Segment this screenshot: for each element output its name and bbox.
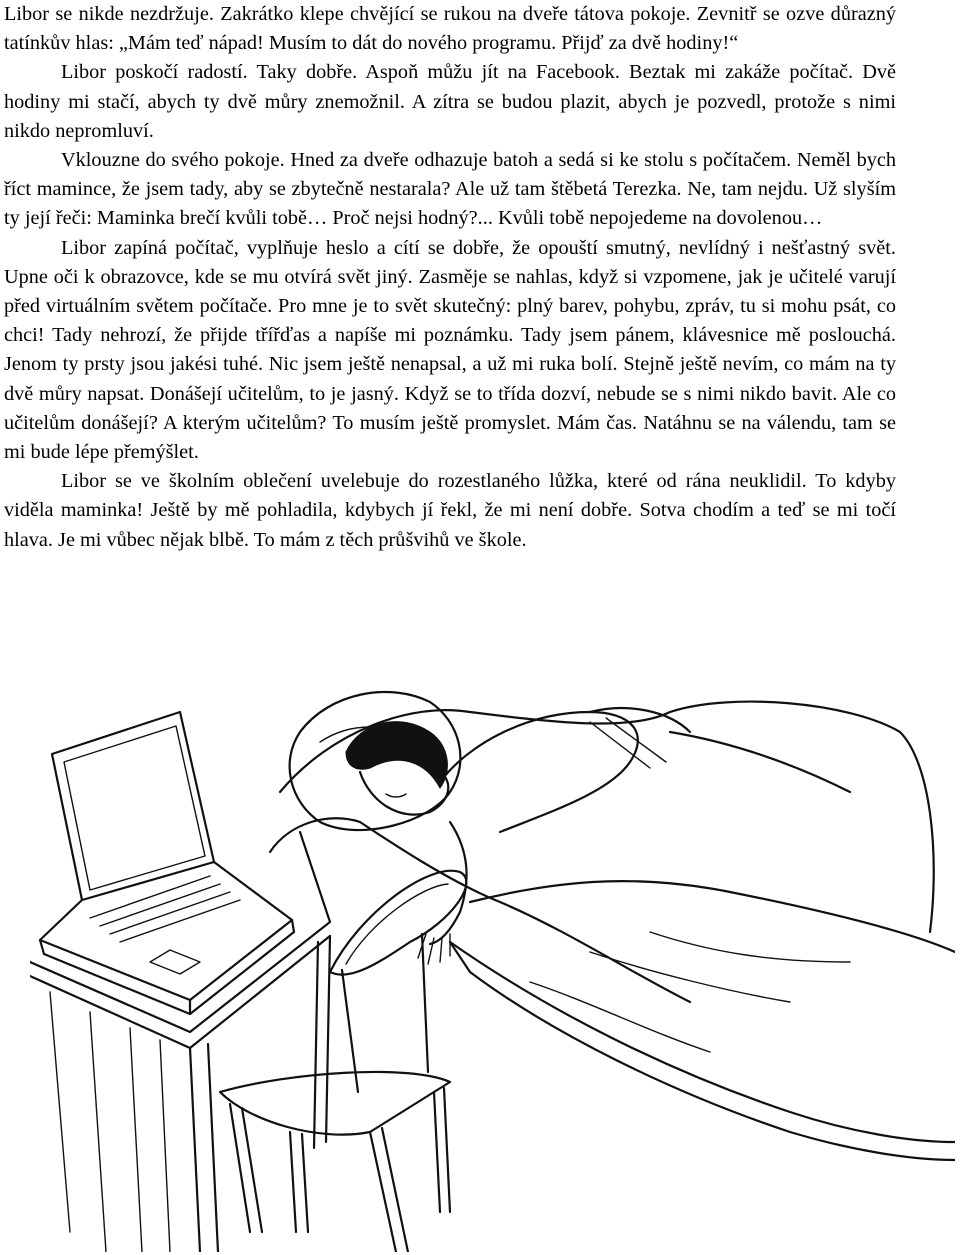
chair-drawing (220, 871, 466, 1252)
paragraph: Libor se ve školním oblečení uvelebuje do rozestlaného lůžka, které od rána neuklidil. To kdyby viděla maminka! Ještě by mě pohladila, kdybych jí řekl, že mi není dobře. Sotva chodím a teď se mi točí hlava. Je mi vůbec nějak blbě. To mám z těch průšvihů ve škole. (4, 470, 896, 551)
paragraph: Libor poskočí radostí. Taky dobře. Aspoň můžu jít na Facebook. Beztak mi zakáže počítač. Dvě hodiny mi stačí, abych ty dvě můry znemožnil. A zítra se budou plazit, abych je pozvedl, protože s nimi nikdo nepromluví. (4, 61, 896, 142)
story-text (4, 0, 896, 555)
laptop-drawing (40, 712, 294, 1014)
bedroom-illustration (30, 672, 955, 1252)
paragraph: Vklouzne do svého pokoje. Hned za dveře odhazuje batoh a sedá si ke stolu s počítačem. Neměl bych říct mamince, že jsem tady, aby se zbytečně nestarala? Ale už tam štěbetá Terezka. Ne, tam nejdu. Už slyším ty její řeči: Maminka brečí kvůli tobě… Proč nejsi hodný?... Kvůli tobě nepojedeme na dovolenou… (4, 149, 896, 230)
boy-drawing (346, 708, 850, 964)
paragraph: Libor se nikde nezdržuje. Zakrátko klepe chvějící se rukou na dveře tátova pokoje. Zevnitř se ozve důrazný tatínkův hlas: „Mám teď nápad! Musím to dát do nového programu. Přijď za dvě hodiny!“ (4, 3, 896, 55)
bed-drawing (270, 702, 955, 1160)
desk-drawing (30, 832, 330, 1252)
paragraph: Libor zapíná počítač, vyplňuje heslo a cítí se dobře, že opouští smutný, nevlídný i nešťastný svět. Upne oči k obrazovce, kde se mu otvírá svět jiný. Zasměje se nahlas, když si vzpomene, jak je učitelé varují před virtuálním světem počítače. Pro mne je to svět skutečný: plný barev, pohybu, zpráv, tu si mohu psát, co chci! Tady nehrozí, že přijde třířďas a napíše mi poznámku. Tady jsem pánem, klávesnice mě poslouchá. Jenom ty prsty jsou jakési tuhé. Nic jsem ještě nenapsal, a už mi ruka bolí. Stejně ještě nevím, co mám na ty dvě můry napsat. Donášejí učitelům, to je jasný. Když se to třída dozví, nebude se s nimi nikdo bavit. Ale co učitelům donášejí? A kterým učitelům? To musím ještě promyslet. Mám čas. Natáhnu se na válendu, tam se mi bude lépe přemýšlet. (4, 236, 896, 464)
line-drawing (30, 672, 955, 1252)
